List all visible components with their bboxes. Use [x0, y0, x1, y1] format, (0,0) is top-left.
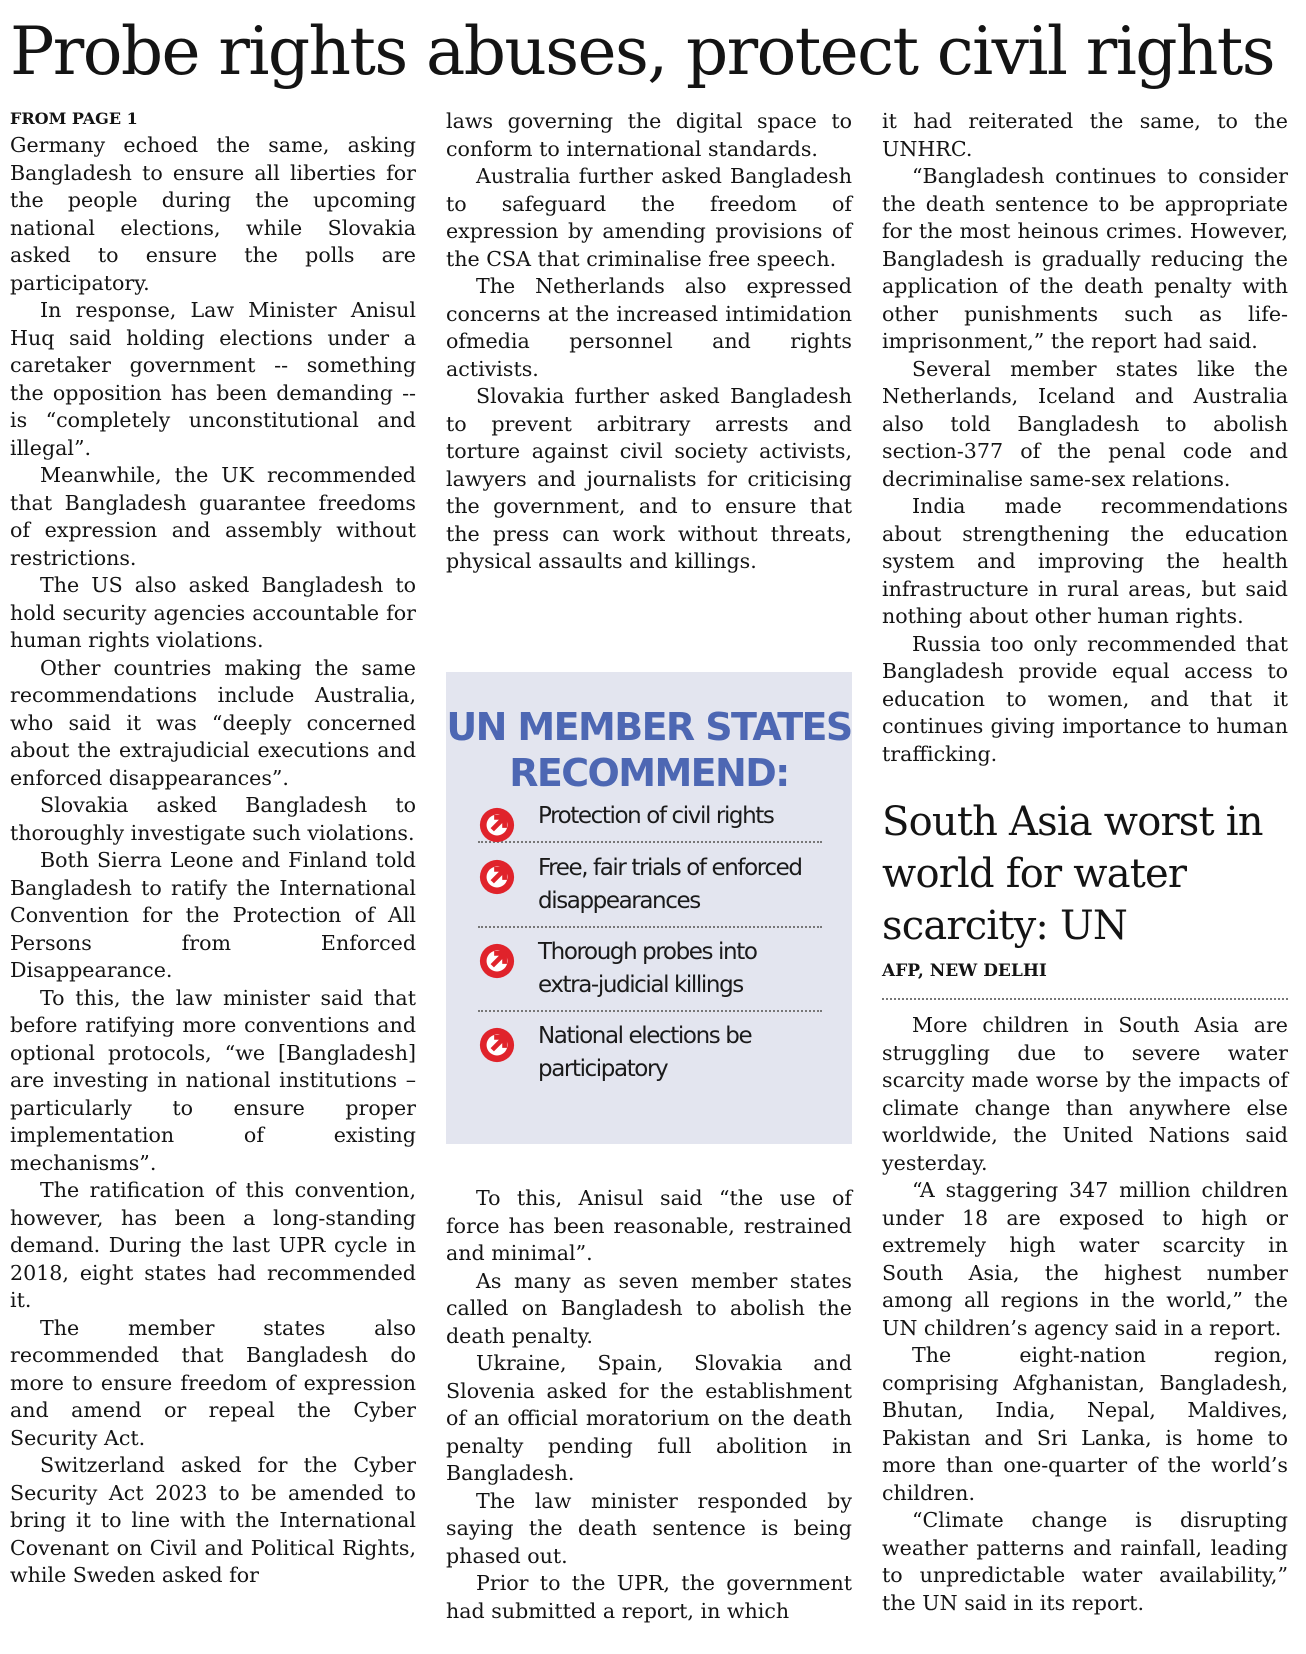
recommendation-text: Protection of civil rights: [538, 803, 774, 829]
arrow-circle-icon: [478, 942, 516, 980]
arrow-circle-icon: [478, 806, 516, 844]
recommendation-text: Free, fair trials of enforced disappearances: [538, 855, 802, 914]
paragraph: Both Sierra Leone and Finland told Bangladesh to ratify the International Convention for the Protection of All Persons from Enforced Disappearance.: [10, 848, 416, 982]
recommendation-item: [478, 1020, 822, 1094]
paragraph: “Bangladesh continues to consider the death sentence to be appropriate for the most heinous crimes. However, Bangladesh is gradually reducing the application of the death penalty with other punishments such as life-imprisonment,” the report had said.: [882, 164, 1288, 353]
paragraph: Slovakia further asked Bangladesh to prevent arbitrary arrests and torture against civil society activists, lawyers and journalists for criticising the government, and to ensure that the press can work without threats, physical assaults and killings.: [446, 384, 852, 573]
recommendation-text: Thorough probes into extra-judicial killings: [538, 939, 757, 998]
headline: Probe rights abuses, protect civil rights: [10, 13, 1274, 90]
paragraph: “Climate change is disrupting weather patterns and rainfall, leading to unpredictable water availability,” the UN said in its report.: [882, 1508, 1288, 1615]
paragraph: The eight-nation region, comprising Afghanistan, Bangladesh, Bhutan, India, Nepal, Maldives, Pakistan and Sri Lanka, is home to more than one-quarter of the world’s children.: [882, 1343, 1288, 1505]
box-title: [446, 704, 852, 796]
paragraph: The ratification of this convention, however, has been a long-standing demand. During the last UPR cycle in 2018, eight states had recommended it.: [10, 1178, 416, 1312]
paragraph: The Netherlands also expressed concerns at the increased intimidation ofmedia personnel and rights activists.: [446, 274, 852, 381]
paragraph: The member states also recommended that Bangladesh do more to ensure freedom of expression and amend or repeal the Cyber Security Act.: [10, 1315, 416, 1450]
paragraph: In response, Law Minister Anisul Huq said holding elections under a caretaker government -- something the opposition has been demanding -- is “completely unconstitutional and illegal”.: [10, 298, 416, 460]
article-column-1: [10, 108, 416, 1590]
paragraph: Russia too only recommended that Bangladesh provide equal access to education to women, and that it continues giving importance to human trafficking.: [882, 631, 1288, 766]
recommendation-item: [478, 852, 822, 928]
paragraph: Ukraine, Spain, Slovakia and Slovenia asked for the establishment of an official moratorium on the death penalty pending full abolition in Bangladesh.: [446, 1351, 852, 1485]
paragraph: The law minister responded by saying the death sentence is being phased out.: [446, 1488, 852, 1568]
recommendations-box: [446, 672, 852, 1144]
story2-byline: AFP, NEW DELHI: [882, 960, 1288, 1000]
paragraph: laws governing the digital space to conform to international standards.: [446, 109, 852, 161]
story2-body: [882, 1012, 1288, 1617]
paragraph: Other countries making the same recommendations include Australia, who said it was “deeply concerned about the extrajudicial executions and enforced disappearances”.: [10, 655, 416, 790]
paragraph: it had reiterated the same, to the UNHRC.: [882, 109, 1288, 161]
article-column-2-bottom: [446, 1185, 852, 1625]
paragraph: More children in South Asia are struggling due to severe water scarcity made worse by the impacts of climate change than anywhere else worldwide, the United Nations said yesterday.: [882, 1013, 1288, 1175]
paragraph: To this, the law minister said that before ratifying more conventions and optional protocols, “we [Bangladesh] are investing in national institutions – particularly to ensure proper implementation of existing mechanisms”.: [10, 985, 416, 1175]
paragraph: To this, Anisul said “the use of force has been reasonable, restrained and minimal”.: [446, 1186, 852, 1265]
box-title-line-1: UN MEMBER STATES: [446, 705, 852, 749]
arrow-circle-icon: [478, 858, 516, 896]
paragraph: As many as seven member states called on Bangladesh to abolish the death penalty.: [446, 1268, 852, 1348]
article-column-3-top: [882, 108, 1288, 768]
recommendation-text: National elections be participatory: [538, 1023, 752, 1082]
paragraph: Germany echoed the same, asking Bangladesh to ensure all liberties for the people during the upcoming national elections, while Slovakia asked to ensure the polls are participatory.: [10, 133, 416, 295]
arrow-circle-icon: [478, 1026, 516, 1064]
paragraph: Switzerland asked for the Cyber Security Act 2023 to be amended to bring it to line with the International Covenant on Civil and Political Rights, while Sweden asked for: [10, 1453, 416, 1587]
box-title-line-2: RECOMMEND:: [509, 751, 789, 795]
story2-headline: South Asia worst in world for water scarcity: UN: [882, 799, 1263, 949]
paragraph: The US also asked Bangladesh to hold security agencies accountable for human rights violations.: [10, 573, 416, 652]
paragraph: Slovakia asked Bangladesh to thoroughly investigate such violations.: [10, 793, 416, 845]
recommendation-item: [478, 936, 822, 1012]
recommendation-item: [478, 800, 822, 843]
paragraph: Meanwhile, the UK recommended that Bangladesh guarantee freedoms of expression and assembly without restrictions.: [10, 463, 416, 570]
kicker: FROM PAGE 1: [10, 109, 138, 128]
paragraph: India made recommendations about strengthening the education system and improving the health infrastructure in rural areas, but said nothing about other human rights.: [882, 494, 1288, 628]
paragraph: Several member states like the Netherlands, Iceland and Australia also told Bangladesh to abolish section-377 of the penal code and decriminalise same-sex relations.: [882, 356, 1288, 491]
paragraph: Prior to the UPR, the government had submitted a report, in which: [446, 1571, 852, 1623]
paragraph: “A staggering 347 million children under 18 are exposed to high or extremely high water scarcity in South Asia, the highest number among all regions in the world,” the UN children’s agency said in a report.: [882, 1178, 1288, 1340]
paragraph: Australia further asked Bangladesh to safeguard the freedom of expression by amending provisions of the CSA that criminalise free speech.: [446, 164, 852, 271]
article-column-2-top: [446, 108, 852, 576]
